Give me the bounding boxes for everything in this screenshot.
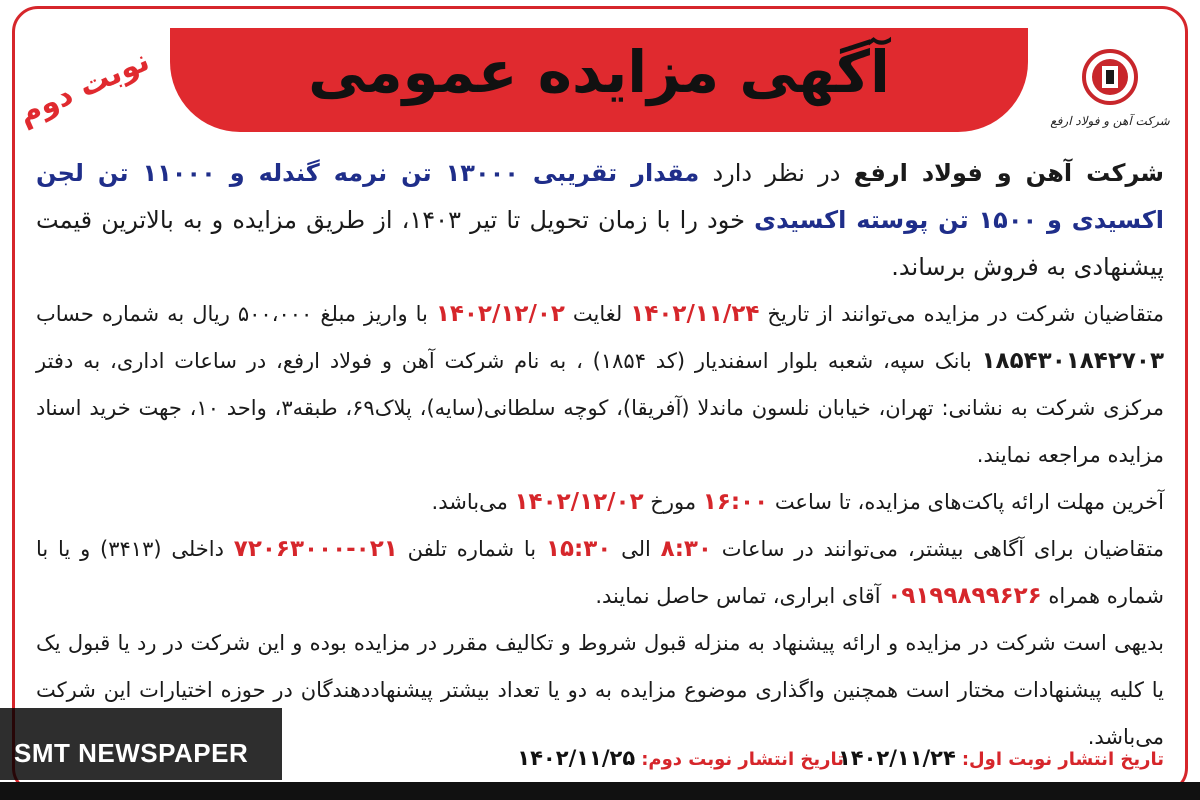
company-logo-icon xyxy=(1080,46,1140,108)
text-fragment: با واریز مبلغ ۵۰۰،۰۰۰ ریال به شماره حساب xyxy=(36,302,436,326)
paragraph-intro xyxy=(36,150,1164,291)
ad-body xyxy=(36,150,1164,761)
text-fragment: داخلی (۳۴۱۳) و یا با شماره همراه xyxy=(36,537,1164,608)
mobile-number: ۰۹۱۹۹۸۹۹۶۲۶ xyxy=(887,583,1042,609)
end-date: ۱۴۰۲/۱۲/۰۲ xyxy=(435,301,565,327)
logo-caption: شرکت آهن و فولاد ارفع xyxy=(1050,114,1170,128)
account-number: ۱۸۵۴۳۰۱۸۴۲۷۰۳ xyxy=(981,348,1164,374)
round-badge: نوبت دوم xyxy=(12,43,155,132)
text-fragment: خود را با زمان تحویل تا تیر ۱۴۰۳، از طریق مزایده و به بالاترین قیمت پیشنهادی به فروش برساند. xyxy=(36,206,1164,281)
text-fragment: بانک سپه، شعبه بلوار اسفندیار (کد ۱۸۵۴) ، به نام شرکت آهن و فولاد ارفع، در ساعات اداری، به دفتر مرکزی شرکت به نشانی: تهران، خیابان نلسون ماندلا (آفریقا)، کوچه سلطانی(سایه)، پلاک۶۹، طبقه۳، واحد ۱۰، جهت خرید اسناد مزایده مراجعه نمایند. xyxy=(36,349,1164,467)
deadline-date: ۱۴۰۲/۱۲/۰۲ xyxy=(514,489,644,515)
second-publication xyxy=(517,746,844,770)
paragraph-deadline xyxy=(36,479,1164,526)
first-publication-date: ۱۴۰۲/۱۱/۲۴ xyxy=(837,746,956,770)
company-logo xyxy=(1050,46,1170,146)
watermark-box xyxy=(0,708,282,780)
text-fragment: متقاضیان شرکت در مزایده می‌توانند از تاریخ xyxy=(759,302,1165,326)
text-fragment: آقای ابراری، تماس حاصل نمایند. xyxy=(595,584,888,608)
paragraph-contact xyxy=(36,526,1164,620)
paragraph-purchase-docs xyxy=(36,291,1164,479)
text-fragment: متقاضیان برای آگاهی بیشتر، می‌توانند در ساعات xyxy=(711,537,1164,561)
text-fragment: می‌باشد. xyxy=(431,490,515,514)
paragraph-terms: بدیهی است شرکت در مزایده و ارائه پیشنهاد به منزله قبول شروط و تکالیف مقرر در مزایده بوده و این شرکت در رد یا قبول یک یا کلیه پیشنهادات مختار است همچنین واگذاری موضوع مزایده به دو یا تعداد بیشتر پیشنهاددهندگان در حوزه اختیارات این شرکت می‌باشد. xyxy=(36,631,1164,749)
hours-end: ۱۵:۳۰ xyxy=(545,536,612,562)
text-fragment: مورخ xyxy=(643,490,703,514)
first-publication-label: تاریخ انتشار نوبت اول: xyxy=(961,749,1164,770)
watermark-text: SMT NEWSPAPER xyxy=(14,738,249,768)
text-fragment: لغایت xyxy=(564,302,631,326)
text-fragment: الی xyxy=(611,537,661,561)
company-name: شرکت آهن و فولاد ارفع xyxy=(853,159,1164,187)
phone-number: ۰۲۱-۷۲۰۶۳۰۰۰ xyxy=(233,536,398,562)
auction-items: مقدار تقریبی ۱۳۰۰۰ تن نرمه گندله و ۱۱۰۰۰ تن لجن اکسیدی و ۱۵۰۰ تن پوسته اکسیدی xyxy=(36,159,1165,234)
first-publication xyxy=(838,746,1164,770)
hours-start: ۸:۳۰ xyxy=(660,536,712,562)
text-fragment: در نظر دارد xyxy=(699,159,854,187)
page-title: آگهی مزایده عمومی xyxy=(308,38,890,106)
text-fragment: آخرین مهلت ارائه پاکت‌های مزایده، تا ساعت xyxy=(768,490,1164,514)
start-date: ۱۴۰۲/۱۱/۲۴ xyxy=(630,301,760,327)
second-publication-label: تاریخ انتشار نوبت دوم: xyxy=(641,749,844,770)
deadline-time: ۱۶:۰۰ xyxy=(702,489,769,515)
bottom-divider xyxy=(0,782,1200,800)
second-publication-date: ۱۴۰۲/۱۱/۲۵ xyxy=(517,746,636,770)
text-fragment: با شماره تلفن xyxy=(397,537,546,561)
